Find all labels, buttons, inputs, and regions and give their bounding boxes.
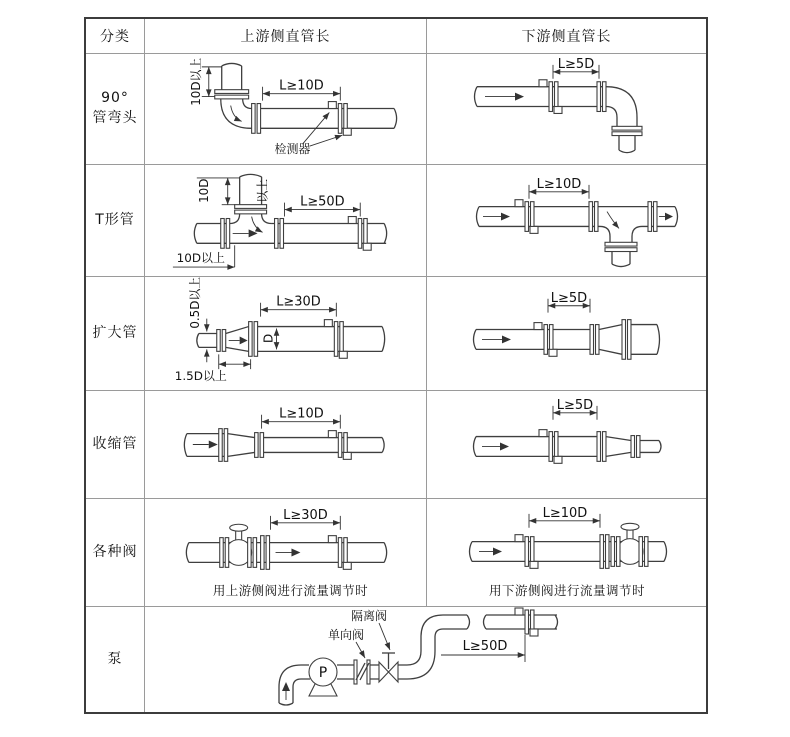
diameter-dimension — [262, 329, 277, 350]
cell-expander-upstream — [145, 277, 427, 391]
vdim-label: 10D以上 — [188, 57, 203, 106]
cell-pump — [145, 607, 706, 712]
diagram-valves-downstream — [427, 499, 706, 606]
dimension-horizontal — [261, 295, 337, 317]
dimension-bottom — [175, 354, 251, 383]
cell-reducer-upstream — [145, 391, 427, 499]
pipe-elbow-up — [215, 63, 397, 133]
pipe-expander-up — [197, 322, 385, 357]
dim-label: L≥10D — [542, 505, 588, 521]
dim-label: L≥10D — [536, 176, 582, 192]
header-upstream — [145, 19, 427, 54]
diagram-tpipe-upstream — [145, 165, 426, 276]
bottom-dim-label: 1.5D以上 — [174, 369, 227, 384]
detector-sensor — [328, 431, 351, 460]
dim-label: L≥5D — [550, 290, 588, 306]
dimension-horizontal — [262, 407, 341, 429]
detector-sensor — [328, 102, 351, 136]
globe-valve — [611, 523, 648, 566]
dim-label: L≥50D — [462, 639, 508, 654]
flow-arrow — [276, 549, 301, 557]
row-label-valves-line1: 各种阀 — [92, 543, 138, 560]
diagram-elbow-upstream — [145, 54, 426, 164]
header-category — [86, 19, 145, 54]
detector-callout — [275, 112, 343, 156]
row-label-tpipe-line1: T形管 — [95, 211, 135, 228]
dimension-horizontal — [263, 79, 341, 101]
check-valve-symbol — [354, 660, 370, 684]
row-label-expander-line1: 扩大管 — [92, 324, 138, 341]
row-label-reducer-line1: 收缩管 — [92, 435, 138, 452]
upstream-valve-caption: 用上游侧阀进行流量调节时 — [212, 583, 369, 599]
flow-arrow — [193, 441, 218, 449]
cell-tpipe-upstream — [145, 165, 427, 277]
detector-sensor — [539, 430, 562, 464]
bottom-dim-label: 10D以上 — [176, 251, 225, 266]
flow-arrow — [231, 106, 242, 122]
detector-label: 检测器 — [274, 142, 311, 157]
cell-valves-downstream — [427, 499, 706, 607]
row-label-expander — [86, 277, 145, 391]
row-label-reducer — [86, 391, 145, 499]
diagram-reducer-upstream — [145, 391, 426, 498]
dimension-horizontal — [529, 506, 600, 528]
flow-arrow — [482, 335, 511, 343]
meter-flange — [600, 535, 604, 569]
diagram-elbow-downstream — [427, 54, 706, 164]
diameter-label: D — [261, 333, 276, 344]
row-label-elbow-line2: 管弯头 — [92, 110, 138, 126]
diagram-valves-upstream — [145, 499, 426, 606]
dimension-horizontal — [441, 635, 525, 662]
detector-sensor — [534, 323, 557, 357]
dim-label: L≥50D — [300, 194, 345, 210]
dimension-vertical — [197, 178, 270, 205]
header-category-label: 分类 — [100, 29, 130, 45]
cell-valves-upstream — [145, 499, 427, 607]
diagram-expander-upstream — [145, 277, 426, 390]
inlet-pipe — [279, 665, 310, 705]
requirements-table — [84, 17, 708, 714]
dim-label: L≥5D — [557, 56, 595, 72]
diagram-tpipe-downstream — [427, 165, 706, 276]
row-label-tpipe — [86, 165, 145, 277]
dimension-horizontal — [553, 57, 599, 79]
detector-sensor — [328, 536, 351, 570]
vdim-label: 0.5D以上 — [187, 277, 202, 329]
cell-elbow-downstream — [427, 54, 706, 165]
cell-elbow-upstream — [145, 54, 427, 165]
dim-label: L≥10D — [279, 78, 324, 94]
dimension-horizontal — [285, 195, 361, 217]
dim-label: L≥5D — [556, 397, 594, 413]
cell-expander-downstream — [427, 277, 706, 391]
row-label-pump-line1: 泵 — [107, 650, 123, 667]
flow-arrow — [479, 548, 502, 556]
dim-label: L≥30D — [276, 294, 321, 310]
dimension-horizontal — [548, 291, 590, 313]
pipe-tee-down — [477, 202, 678, 267]
vdim-label-2: 以上 — [255, 178, 270, 203]
diagram-expander-downstream — [427, 277, 706, 390]
isolation-valve-symbol — [379, 653, 398, 682]
check-valve-callout — [328, 627, 365, 658]
downstream-valve-caption: 用下游侧阀进行流量调节时 — [489, 583, 645, 599]
flow-arrow — [229, 336, 248, 344]
cell-reducer-downstream — [427, 391, 706, 499]
row-label-elbow — [86, 54, 145, 165]
vdim-label-1: 10D — [196, 178, 211, 203]
flow-arrow — [485, 93, 524, 101]
detector-sensor — [515, 608, 538, 636]
iso-valve-label: 隔离阀 — [350, 609, 388, 623]
meter-flange — [266, 536, 269, 570]
flow-arrow — [482, 443, 509, 451]
detector-sensor — [515, 535, 538, 569]
diagram-reducer-downstream — [427, 391, 706, 498]
dimension-horizontal — [529, 177, 589, 199]
dim-label: L≥30D — [283, 507, 328, 523]
dimension-horizontal — [553, 398, 597, 420]
row-label-valves — [86, 499, 145, 607]
diagram-pump — [145, 607, 706, 712]
detector-sensor — [324, 320, 347, 359]
dimension-horizontal — [271, 508, 341, 530]
dim-label: L≥10D — [279, 406, 324, 422]
detector-sensor — [348, 217, 371, 251]
dimension-bottom — [173, 245, 235, 267]
dimension-vertical — [188, 277, 207, 362]
pump-letter: P — [318, 665, 328, 681]
detector-sensor — [515, 200, 538, 234]
row-label-elbow-line1: 90° — [101, 90, 129, 107]
globe-valve — [220, 524, 257, 567]
meter-flange — [606, 535, 610, 569]
flow-arrow — [233, 217, 263, 238]
detector-sensor — [539, 80, 562, 114]
row-label-pump — [86, 607, 145, 712]
header-upstream-label: 上游侧直管长 — [240, 29, 331, 45]
header-downstream — [427, 19, 706, 54]
pump-symbol — [309, 658, 337, 696]
header-downstream-label: 下游侧直管长 — [521, 29, 612, 45]
meter-flange — [261, 536, 264, 570]
check-valve-label: 单向阀 — [327, 628, 365, 642]
cell-tpipe-downstream — [427, 165, 706, 277]
